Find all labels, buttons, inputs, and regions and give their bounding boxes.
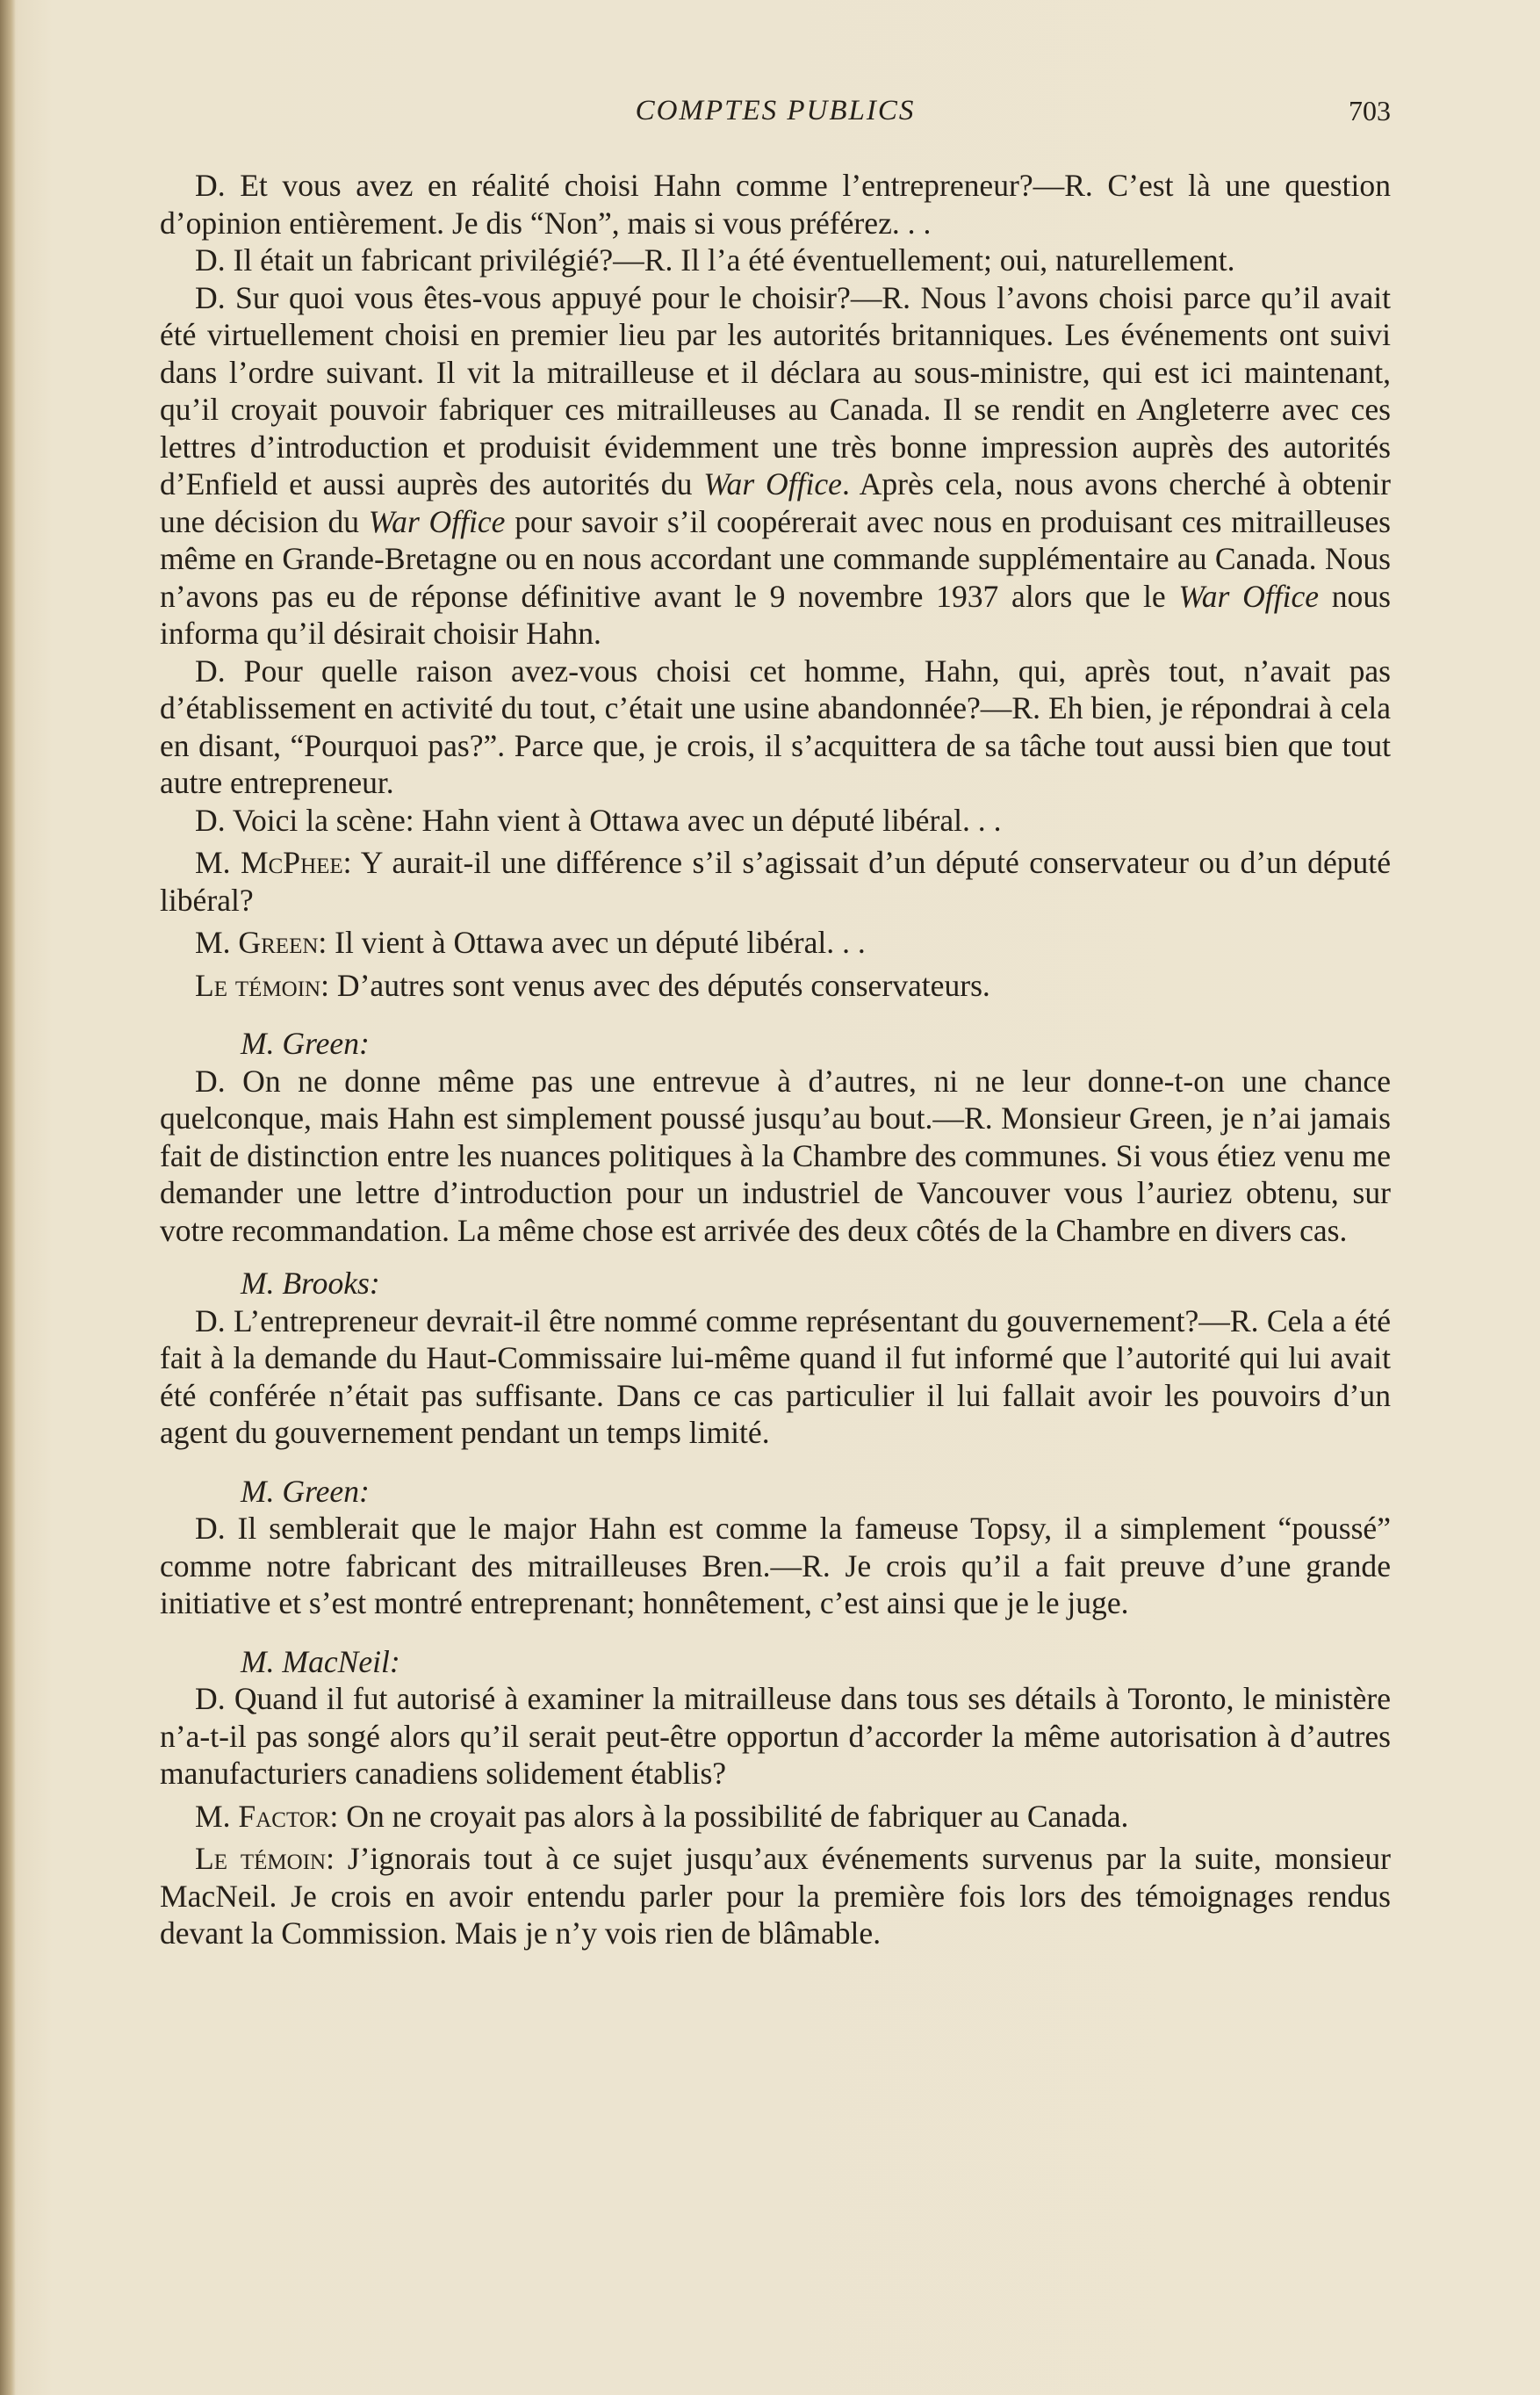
speaker-label: Le témoin: (195, 967, 329, 1003)
paragraph (160, 279, 1391, 653)
speaker-label: Le témoin: (195, 1841, 335, 1876)
speaker-label: M. McPhee: (195, 845, 352, 880)
paragraph: D. Pour quelle raison avez-vous choisi cet homme, Hahn, qui, après tout, n’avait pas d’établissement en activité du tout, c’était une usine abandonnée?—R. Eh bien, je répondrai à cela en disant, “Pourquoi pas?”. Parce que, je crois, il s’acquittera de sa tâche tout aussi bien que tout autre entrepreneur. (160, 653, 1391, 800)
paragraph: D. Il était un fabricant privilégié?—R. Il l’a été éventuellement; oui, naturellement. (195, 242, 1235, 278)
paragraph: D. Il semblerait que le major Hahn est comme la fameuse Topsy, il a simplement “poussé” comme notre fabricant des mitrailleuses Bren.—R. Je crois qu’il a fait preuve d’une grande initiative et s’est montré entreprenant; honnêtement, c’est ainsi que je le juge. (160, 1511, 1391, 1620)
speaker-heading: M. Green: (241, 1026, 370, 1061)
speaker-heading: M. Brooks: (241, 1266, 380, 1301)
italic-term: War Office (368, 503, 506, 539)
paragraph (160, 1840, 1391, 1952)
running-title: COMPTES PUBLICS (635, 95, 916, 126)
text-run: pour savoir s’il coopérerait avec nous en produisant ces mitrailleuses même en Grande-Bretagne ou en nous accordant une commande supplémentaire au Canada. Nous n’avons pas eu de réponse définitive avant le 9 novembre 1937 alors que le (160, 503, 1391, 614)
paragraph (160, 844, 1391, 919)
paragraph: D. On ne donne même pas une entrevue à d’autres, ni ne leur donne-t-on une chance quelconque, mais Hahn est simplement poussé jusqu’au bout.—R. Monsieur Green, je n’ai jamais fait de distinction entre les nuances politiques à la Chambre des communes. Si vous étiez venu me demander une lettre d’introduction pour un industriel de Vancouver vous l’auriez obtenu, sur votre recommandation. La même chose est arrivée des deux côtés de la Chambre en divers cas. (160, 1063, 1391, 1248)
page-number: 703 (1349, 95, 1391, 126)
text-run: On ne croyait pas alors à la possibilité de fabriquer au Canada. (338, 1798, 1129, 1834)
body-text (160, 167, 1391, 1952)
speaker-heading: M. MacNeil: (241, 1643, 400, 1679)
speaker-label: M. Factor: (195, 1798, 339, 1834)
paragraph (160, 1798, 1391, 1836)
text-run: D’autres sont venus avec des députés conservateurs. (329, 967, 990, 1003)
text-run: D. Sur quoi vous êtes-vous appuyé pour le choisir?—R. Nous l’avons choisi parce qu’il avait été virtuellement choisi en premier lieu par les autorités britanniques. Les événements ont suivi dans l’ordre suivant. Il vit la mitrailleuse et il déclara au sous-ministre, qui est ici maintenant, qu’il croyait pouvoir fabriquer ces mitrailleuses au Canada. Il se rendit en Angleterre avec ces lettres d’introduction et produisit évidemment une très bonne impression auprès des autorités d’Enfield et aussi auprès des autorités du (160, 279, 1391, 501)
paragraph (160, 967, 1391, 1005)
running-header (160, 95, 1391, 135)
italic-term: War Office (703, 466, 842, 501)
paragraph: D. Voici la scène: Hahn vient à Ottawa avec un député libéral. . . (195, 802, 1002, 838)
paragraph: D. Et vous avez en réalité choisi Hahn comme l’entrepreneur?—R. C’est là une question d’opinion entièrement. Je dis “Non”, mais si vous préférez. . . (160, 168, 1391, 241)
book-binding-edge (0, 0, 16, 2395)
text-run: Y aurait-il une différence s’il s’agissait d’un député conservateur ou d’un député libéral? (160, 845, 1391, 918)
paragraph: D. L’entrepreneur devrait-il être nommé comme représentant du gouvernement?—R. Cela a été fait à la demande du Haut-Commissaire lui-même quand il fut informé que l’autorité qui lui avait été conférée n’était pas suffisante. Dans ce cas particulier il lui fallait avoir les pouvoirs d’un agent du gouvernement pendant un temps limité. (160, 1302, 1391, 1450)
speaker-label: M. Green: (195, 925, 327, 960)
text-run: . Après cela, nous avons cherché à obtenir une décision du (160, 466, 1391, 539)
paragraph: D. Quand il fut autorisé à examiner la mitrailleuse dans tous ses détails à Toronto, le ministère n’a-t-il pas songé alors qu’il serait peut-être opportun d’accorder la même autorisation à d’autres manufacturiers canadiens solidement établis? (160, 1681, 1391, 1791)
text-run: nous informa qu’il désirait choisir Hahn. (160, 578, 1391, 651)
italic-term: War Office (1178, 578, 1320, 614)
text-run: Il vient à Ottawa avec un député libéral. . . (327, 925, 866, 960)
speaker-heading: M. Green: (241, 1473, 370, 1509)
paragraph (160, 924, 1391, 962)
text-run: J’ignorais tout à ce sujet jusqu’aux événements survenus par la suite, monsieur MacNeil. Je crois en avoir entendu parler pour la première fois lors des témoignages rendus devant la Commission. Mais je n’y vois rien de blâmable. (160, 1841, 1391, 1951)
